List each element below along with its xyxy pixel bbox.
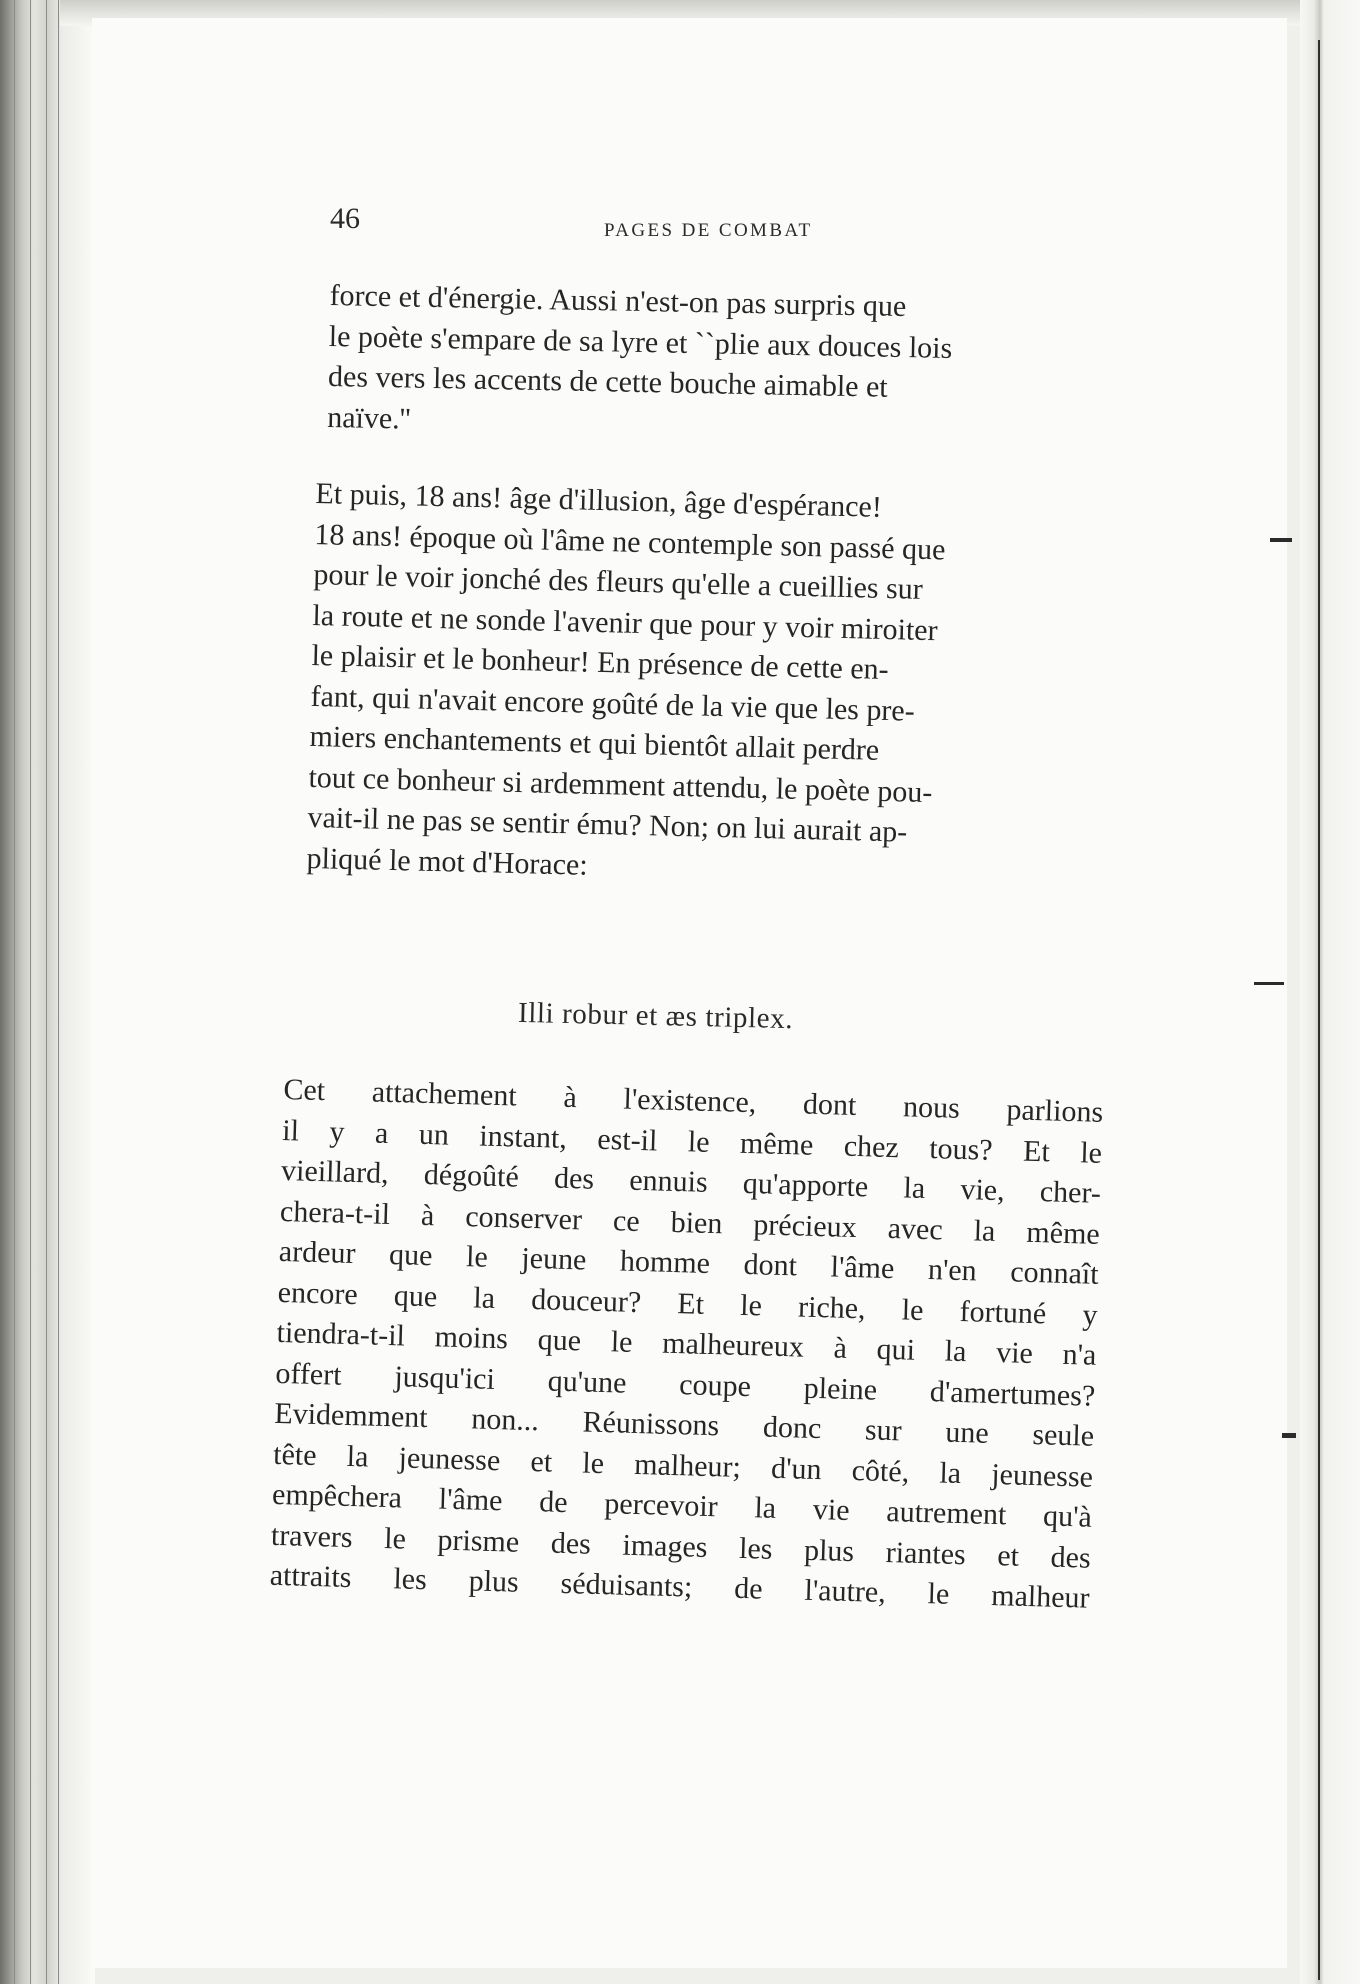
text-line: tête la jeunesse et le malheur; d'un côté, la jeunesse xyxy=(272,1437,1094,1494)
text-line: tiendra-t-il moins que le malheureux à qui la vie n'a xyxy=(276,1315,1097,1372)
text-line: naïve.'' xyxy=(326,400,411,436)
text-line: force et d'énergie. Aussi n'est-on pas surpris que xyxy=(329,278,907,324)
paragraph-2 xyxy=(306,474,1122,899)
text-line: la route et ne sonde l'avenir que pour y voir miroiter xyxy=(312,598,938,647)
text-line: miers enchantements et qui bientôt allait perdre xyxy=(309,719,880,767)
text-line: tout ce bonheur si ardemment attendu, le poète pou- xyxy=(308,760,933,809)
paragraph-3 xyxy=(269,1070,1103,1619)
text-line: Et puis, 18 ans! âge d'illusion, âge d'espérance! xyxy=(315,476,883,524)
text-line: pliqué le mot d'Horace: xyxy=(306,841,589,882)
paragraph-1 xyxy=(327,276,1130,453)
text-line: fant, qui n'avait encore goûté de la vie que les pre- xyxy=(310,679,916,728)
text-line: attraits les plus séduisants; de l'autre, le malheur xyxy=(269,1558,1091,1615)
margin-mark xyxy=(1282,1433,1296,1438)
running-head: PAGES DE COMBAT xyxy=(604,220,813,241)
page-header xyxy=(330,202,900,242)
book-binding-edge xyxy=(0,0,95,1984)
text-line: encore que la douceur? Et le riche, le fortuné y xyxy=(277,1275,1098,1332)
text-line: vieillard, dégoûté des ennuis qu'apporte la vie, cher- xyxy=(280,1153,1102,1210)
text-line: il y a un instant, est-il le même chez tous? Et le xyxy=(281,1113,1103,1170)
text-line: pour le voir jonché des fleurs qu'elle a cueillies sur xyxy=(313,557,924,606)
page-number: 46 xyxy=(330,202,360,235)
text-line: Cet attachement à l'existence, dont nous parlions xyxy=(282,1072,1104,1129)
text-line: chera-t-il à conserver ce bien précieux avec la même xyxy=(279,1194,1101,1251)
text-line: travers le prisme des images les plus riantes et des xyxy=(270,1518,1092,1575)
text-line: offert jusqu'ici qu'une coupe pleine d'amertumes? xyxy=(275,1356,1096,1413)
text-line: Evidemment non... Réunissons donc sur une seule xyxy=(273,1396,1095,1453)
text-line: 18 ans! époque où l'âme ne contemple son passé que xyxy=(314,517,946,566)
text-line: le plaisir et le bonheur! En présence de cette en- xyxy=(311,638,890,687)
text-line: ardeur que le jeune homme dont l'âme n'en connaît xyxy=(278,1234,1100,1291)
text-line: le poète s'empare de sa lyre et ``plie aux douces lois xyxy=(328,319,953,365)
text-line: vait-il ne pas se sentir ému? Non; on lui aurait ap- xyxy=(307,800,908,849)
margin-mark xyxy=(1270,538,1292,542)
margin-mark xyxy=(1254,982,1284,985)
text-line: empêchera l'âme de percevoir la vie autrement qu'à xyxy=(271,1477,1093,1534)
text-line: des vers les accents de cette bouche aimable et xyxy=(327,359,889,404)
latin-quotation: Illi robur et æs triplex. xyxy=(517,996,794,1036)
page-stack-edge xyxy=(1300,0,1360,1984)
